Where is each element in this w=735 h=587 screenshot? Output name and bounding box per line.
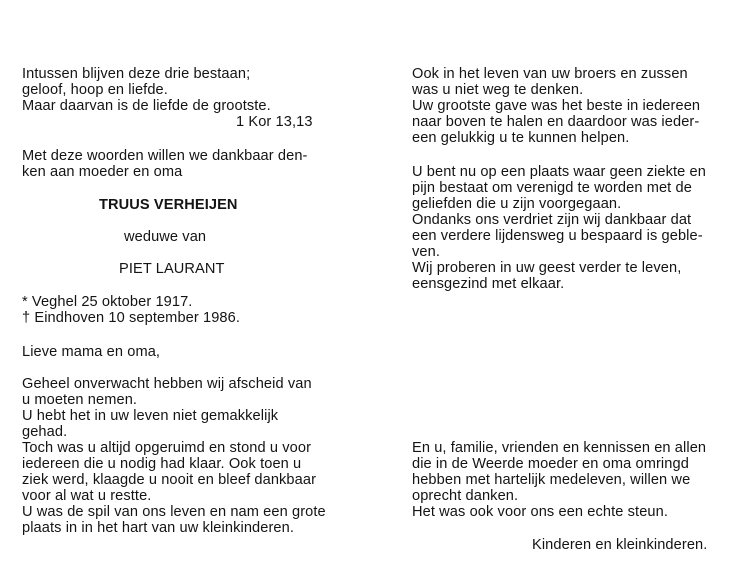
intro-line: Met deze woorden willen we dankbaar den- — [22, 148, 308, 164]
body-line: ziek werd, klaagde u nooit en bleef dankbaar — [22, 472, 317, 488]
paragraph-line: geliefden die u zijn voorgegaan. — [412, 196, 622, 212]
paragraph-line: eensgezind met elkaar. — [412, 276, 565, 292]
thanks-line: En u, familie, vrienden en kennissen en allen — [412, 440, 707, 456]
body-line: voor al wat u restte. — [22, 488, 152, 504]
paragraph-line: Ook in het leven van uw broers en zussen — [412, 66, 688, 82]
greeting: Lieve mama en oma, — [22, 344, 161, 360]
death-line: † Eindhoven 10 september 1986. — [22, 310, 241, 326]
poem-line: Maar daarvan is de liefde de grootste. — [22, 98, 271, 114]
paragraph-line: U bent nu op een plaats waar geen ziekte en — [412, 164, 706, 180]
spouse-name: PIET LAURANT — [119, 261, 225, 277]
thanks-line: oprecht danken. — [412, 488, 519, 504]
paragraph-line: Ondanks ons verdriet zijn wij dankbaar dat — [412, 212, 692, 228]
paragraph-line: een verdere lijdensweg u bespaard is geble- — [412, 228, 703, 244]
thanks-line: Het was ook voor ons een echte steun. — [412, 504, 668, 520]
bible-reference: 1 Kor 13,13 — [236, 114, 313, 130]
body-line: u moeten nemen. — [22, 392, 138, 408]
body-line: gehad. — [22, 424, 68, 440]
paragraph-line: was u niet weg te denken. — [412, 82, 584, 98]
intro-line: ken aan moeder en oma — [22, 164, 183, 180]
paragraph-line: een gelukkig u te kunnen helpen. — [412, 130, 630, 146]
paragraph-line: pijn bestaat om verenigd te worden met de — [412, 180, 692, 196]
body-line: Toch was u altijd opgeruimd en stond u voor — [22, 440, 312, 456]
signature: Kinderen en kleinkinderen. — [532, 537, 708, 553]
poem-line: Intussen blijven deze drie bestaan; — [22, 66, 251, 82]
paragraph-line: Wij proberen in uw geest verder te leven, — [412, 260, 682, 276]
body-line: U hebt het in uw leven niet gemakkelijk — [22, 408, 279, 424]
paragraph-line: ven. — [412, 244, 440, 260]
paragraph-line: naar boven te halen en daardoor was ieder- — [412, 114, 700, 130]
body-line: Geheel onverwacht hebben wij afscheid van — [22, 376, 312, 392]
thanks-line: hebben met hartelijk medeleven, willen we — [412, 472, 691, 488]
body-line: plaats in in het hart van uw kleinkinderen. — [22, 520, 295, 536]
paragraph-line: Uw grootste gave was het beste in iedereen — [412, 98, 701, 114]
body-line: U was de spil van ons leven en nam een grote — [22, 504, 326, 520]
deceased-name: TRUUS VERHEIJEN — [99, 197, 238, 213]
birth-line: * Veghel 25 oktober 1917. — [22, 294, 193, 310]
body-line: iedereen die u nodig had klaar. Ook toen u — [22, 456, 302, 472]
widow-of-label: weduwe van — [124, 229, 207, 245]
thanks-line: die in de Weerde moeder en oma omringd — [412, 456, 689, 472]
poem-line: geloof, hoop en liefde. — [22, 82, 168, 98]
